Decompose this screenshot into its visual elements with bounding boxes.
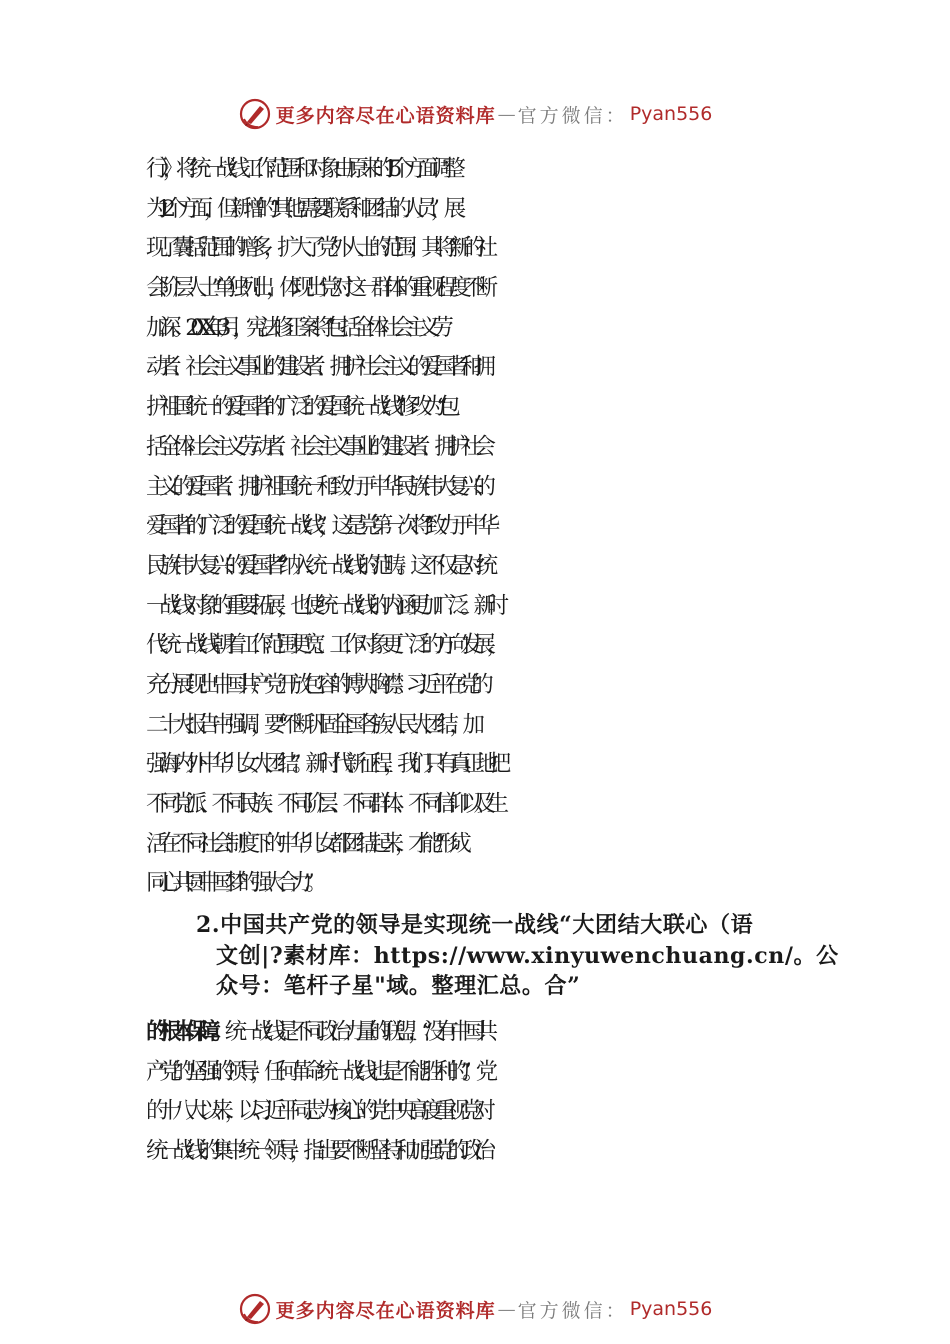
paragraph-line: 现了囊括范围的增多，扩大了党外人士的范围；其将“新的社 — [146, 235, 489, 262]
pen-logo-icon — [238, 1292, 272, 1326]
paragraph-line: 行）》，将统一战线工作范围和对象由原来的 15 个方面调整 — [146, 156, 457, 182]
paragraph-line: 的十八大以来，以习近平同志为核心的党中央高度重视党对 — [146, 1098, 487, 1125]
paragraph-line: 一战线对象的重要拓展，也使统一战线的内涵更加广泛。新时 — [146, 592, 500, 619]
paragraph-line: 统一战线的集中统一领导，指出要不断坚持和加强党的政治 — [146, 1138, 487, 1165]
paragraph-line: 护祖国统一的爱国者的广泛的爱国统一战线”修改为“包 — [146, 394, 452, 421]
banner-wechat-id: Pyan556 — [629, 1298, 713, 1320]
paragraph-line: 动者、社会主义事业的建设者、拥护社会主义的爱国者和拥 — [146, 354, 487, 381]
paragraph-line: 为 12 个方面，但新增的“其他需要联系和团结的人员”，展 — [146, 195, 457, 222]
banner-wechat-id: Pyan556 — [629, 103, 713, 125]
banner-dash: — — [497, 103, 516, 125]
heading-line: 2.中国共产党的领导是实现统一战线“大团结大联心（语 — [196, 912, 754, 938]
paragraph-line: 活在不同社会制度下的中华儿女都团结起来，才能“形成 — [146, 830, 463, 857]
paragraph-1 — [146, 150, 826, 904]
paragraph-line — [146, 1013, 826, 1053]
paragraph-line: 强海内外中华儿女大团结”。新时代新征程，我们只有真正地把 — [146, 751, 502, 778]
paragraph-line: 会阶层人士”单独列出，体现出党对这一群体的重视程度不断 — [146, 275, 489, 302]
banner-wechat-label: 官方微信： — [517, 104, 628, 127]
paragraph-line: 充分展现出中国共产党开放包容的博大胸襟。 习近平在党的 — [146, 671, 485, 698]
paragraph-line: 加深。20XX 年 3 月，宪法修正案将“包括全体社会主义劳 — [146, 314, 445, 341]
paragraph-line: 括全体社会主义劳动者、社会主义事业的建设者、拥护社会 — [146, 433, 487, 460]
banner-library-text: 更多内容尽在心语资料库 — [275, 104, 496, 127]
pen-logo-icon — [238, 97, 272, 131]
line-text: 统一战线是不同政治力量的联盟，“没有中国共 — [224, 1019, 489, 1045]
paragraph-line: 产党的坚强的领导，任何革命统一战线也是不能胜利的”。党 — [146, 1058, 489, 1085]
header-banner — [0, 94, 950, 134]
heading-line: 文创|?素材库：https://www.xinyuwenchuang.cn/。公 — [216, 942, 839, 969]
paragraph-line: 不同党派、不同民族、不同阶层、不同群体、不同信仰以及生 — [146, 791, 500, 817]
paragraph-line: 民族伟大复兴的爱国者”纳入统一战线的范畴。这不仅是对统 — [146, 552, 489, 579]
banner-library-text: 更多内容尽在心语资料库 — [275, 1299, 496, 1322]
paragraph-line: 爱国者的广泛的爱国统一战线”，这是党第一次将“致力于中华 — [146, 513, 491, 540]
banner-dash: — — [497, 1298, 516, 1320]
paragraph-line: 二十大报告中强调，要“不断巩固全国各族人民大团结，加 — [146, 711, 476, 738]
paragraph-line: 主义的爱国者、拥护祖国统一和致力于中华民族伟大复兴的 — [146, 473, 487, 500]
footer-banner — [0, 1289, 950, 1329]
paragraph-line: 代统一战线朝着工作范围更宽、工作对象更广泛的方向发展， — [146, 632, 500, 659]
banner-wechat-label: 官方微信： — [517, 1299, 628, 1322]
paragraph-line: 同心共圆中国梦的强大合力”。 — [146, 870, 319, 897]
heading-line: 众号：笔杆子星"域。整理汇总。合” — [216, 973, 581, 999]
bold-lead: 的根本保障。 — [146, 1019, 225, 1045]
paragraph-2 — [146, 1013, 826, 1172]
section-heading — [196, 910, 839, 1002]
